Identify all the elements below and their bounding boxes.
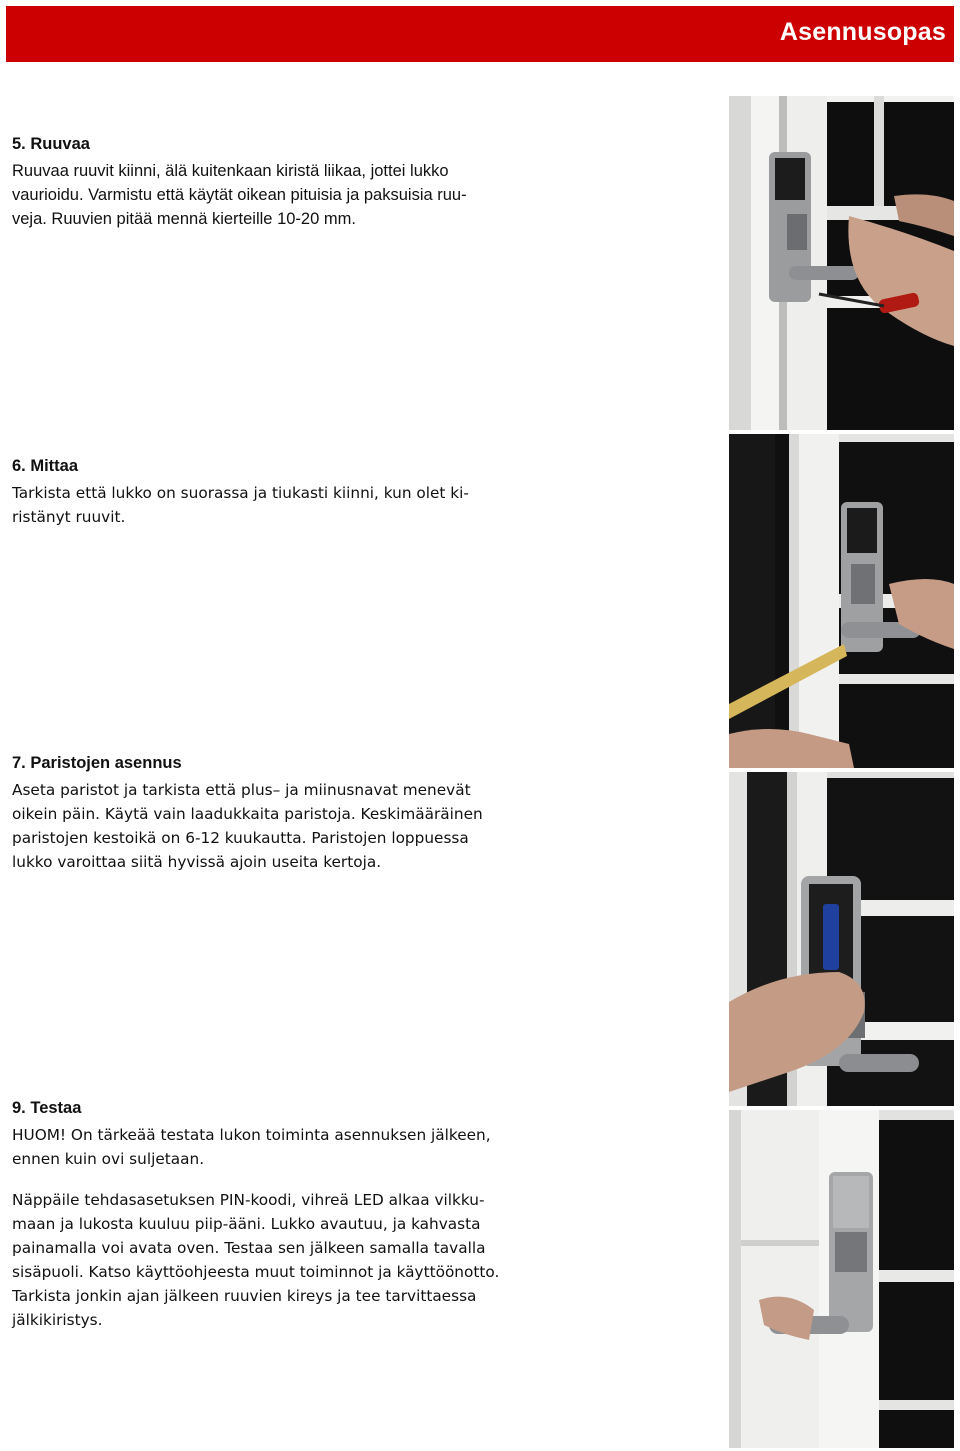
page-title: Asennusopas — [779, 18, 946, 46]
keypad-lock-photo — [729, 1110, 954, 1448]
header-bar — [6, 6, 954, 62]
text-line: vaurioidu. Varmistu että käytät oikean pituisia ja paksuisia ruu- — [12, 186, 467, 204]
section-heading: 6. Mittaa — [12, 457, 79, 475]
text-line: ennen kuin ovi suljetaan. — [12, 1150, 205, 1168]
battery-install-lock-photo — [729, 772, 954, 1106]
text-line: Tarkista jonkin ajan jälkeen ruuvien kireys ja tee tarvittaessa — [12, 1287, 477, 1305]
screwdriver-lock-photo — [729, 96, 954, 430]
text-line: lukko varoittaa siitä hyvissä ajoin useita kertoja. — [12, 853, 382, 871]
section-testaa — [12, 1097, 532, 1332]
text-line: ristänyt ruuvit. — [12, 508, 126, 526]
text-line: sisäpuoli. Katso käyttöohjeesta muut toiminnot ja käyttöönotto. — [12, 1263, 500, 1281]
text-line: Näppäile tehdasasetuksen PIN-koodi, vihreä LED alkaa vilkku- — [12, 1191, 485, 1209]
section-heading: 9. Testaa — [12, 1099, 82, 1117]
text-line: Aseta paristot ja tarkista että plus– ja miinusnavat menevät — [12, 781, 471, 799]
text-line: oikein päin. Käytä vain laadukkaita paristoja. Keskimääräinen — [12, 805, 483, 823]
text-line: veja. Ruuvien pitää mennä kierteille 10-20 mm. — [12, 210, 356, 228]
text-line: HUOM! On tärkeää testata lukon toiminta asennuksen jälkeen, — [12, 1126, 491, 1144]
text-line: paristojen kestoikä on 6-12 kuukautta. Paristojen loppuessa — [12, 829, 469, 847]
text-line: jälkikiristys. — [12, 1311, 103, 1329]
measuring-tape-lock-photo — [729, 434, 954, 768]
section-heading: 5. Ruuvaa — [12, 135, 90, 153]
text-line: maan ja lukosta kuuluu piip-ääni. Lukko avautuu, ja kahvasta — [12, 1215, 481, 1233]
section-mittaa — [12, 455, 532, 529]
section-paristojen-asennus — [12, 752, 532, 874]
section-ruuvaa — [12, 133, 532, 231]
text-line: painamalla voi avata oven. Testaa sen jälkeen samalla tavalla — [12, 1239, 486, 1257]
text-line: Tarkista että lukko on suorassa ja tiukasti kiinni, kun olet ki- — [12, 484, 469, 502]
text-line: Ruuvaa ruuvit kiinni, älä kuitenkaan kiristä liikaa, jottei lukko — [12, 162, 449, 180]
section-heading: 7. Paristojen asennus — [12, 754, 182, 772]
